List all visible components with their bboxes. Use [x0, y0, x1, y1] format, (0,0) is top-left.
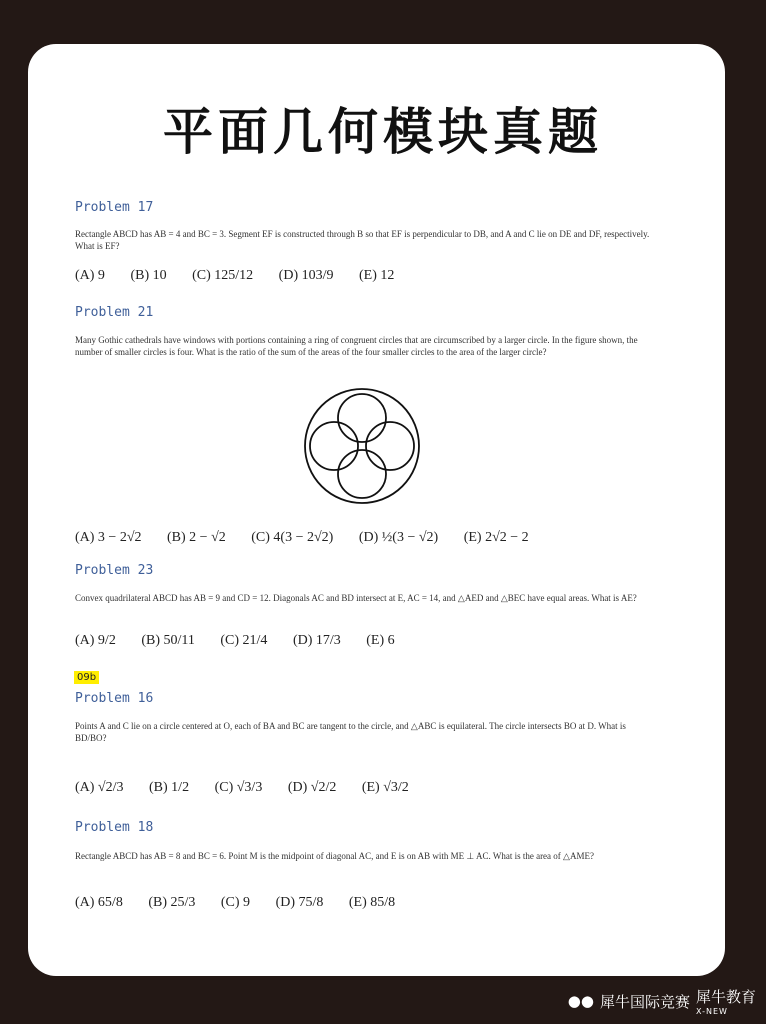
choice: (A) 9/2 — [75, 633, 116, 648]
small-circle-bottom — [338, 450, 386, 498]
problem-21-choices — [75, 530, 551, 546]
problem-21-text: Many Gothic cathedrals have windows with portions containing a ring of congruent circles that are circumscribed by a larger circle. In the figure shown, the number of smaller circles is four. What is the ratio of the sum of the areas of the four smaller circles to the area of the larger circle? — [75, 335, 638, 357]
content-card — [28, 44, 725, 976]
choice: (B) 25/3 — [148, 895, 196, 910]
problem-23-header: Problem 23 — [75, 563, 154, 578]
large-circle — [305, 389, 419, 503]
choice: (A) √2/3 — [75, 780, 124, 795]
small-circle-top — [338, 394, 386, 442]
problem-16-header: Problem 16 — [75, 691, 154, 706]
choice: (A) 9 — [75, 268, 105, 283]
brand-sub: X-NEW — [695, 1007, 728, 1016]
page-title: 平面几何模块真题 — [163, 103, 603, 161]
small-circle-left — [310, 422, 358, 470]
choice: (A) 65/8 — [75, 895, 123, 910]
choice: (D) √2/2 — [287, 780, 337, 795]
choice: (E) 85/8 — [348, 895, 396, 910]
problem-18-choices — [75, 895, 417, 911]
choice: (B) 10 — [130, 268, 167, 283]
brand-name: 犀牛教育 — [695, 988, 756, 1006]
problem-21-header: Problem 21 — [75, 305, 154, 320]
problem-23-choices — [75, 633, 417, 649]
choice: (E) 2√2 − 2 — [463, 530, 529, 545]
choice: (D) 75/8 — [275, 895, 324, 910]
watermark-text: 犀牛国际竞赛 — [599, 992, 690, 1011]
choice: (E) 6 — [366, 633, 395, 648]
problem-16-text: Points A and C lie on a circle centered at O, each of BA and BC are tangent to the circle, and △ABC is equilateral. The circle intersects BO at D. What is BD/BO? — [75, 721, 626, 743]
choice: (E) 12 — [359, 268, 395, 283]
choice: (C) 4(3 − 2√2) — [251, 530, 334, 545]
wechat-icon: ●● — [567, 992, 594, 1010]
choice: (E) √3/2 — [361, 780, 409, 795]
choice: (B) 1/2 — [149, 780, 190, 795]
choice: (C) 125/12 — [192, 268, 254, 283]
brand-logo — [696, 986, 756, 1016]
choice: (D) ½(3 − √2) — [358, 530, 439, 545]
choice: (C) √3/3 — [214, 780, 263, 795]
choice: (D) 103/9 — [278, 268, 334, 283]
circles-figure — [300, 384, 424, 508]
choice: (A) 3 − 2√2 — [75, 530, 142, 545]
choice: (C) 9 — [220, 895, 251, 910]
problem-17-text: Rectangle ABCD has AB = 4 and BC = 3. Segment EF is constructed through B so that EF is perpendicular to DB, and A and C lie on DE and DF, respectively. What is EF? — [75, 229, 650, 251]
problem-16-choices — [75, 780, 431, 796]
section-highlight-label: 09b — [74, 671, 99, 684]
choice: (B) 50/11 — [141, 633, 195, 648]
small-circle-right — [366, 422, 414, 470]
problem-18-text: Rectangle ABCD has AB = 8 and BC = 6. Point M is the midpoint of diagonal AC, and E is on AB with ME ⊥ AC. What is the area of △AME? — [75, 851, 594, 861]
problem-18-header: Problem 18 — [75, 820, 154, 835]
choice: (D) 17/3 — [292, 633, 341, 648]
problem-17-header: Problem 17 — [75, 200, 154, 215]
watermark — [568, 986, 756, 1016]
choice: (C) 21/4 — [220, 633, 268, 648]
problem-23-text: Convex quadrilateral ABCD has AB = 9 and CD = 12. Diagonals AC and BD intersect at E, AC = 14, and △AED and △BEC have equal areas. What is AE? — [75, 593, 637, 603]
choice: (B) 2 − √2 — [167, 530, 226, 545]
problem-17-choices — [75, 268, 416, 284]
